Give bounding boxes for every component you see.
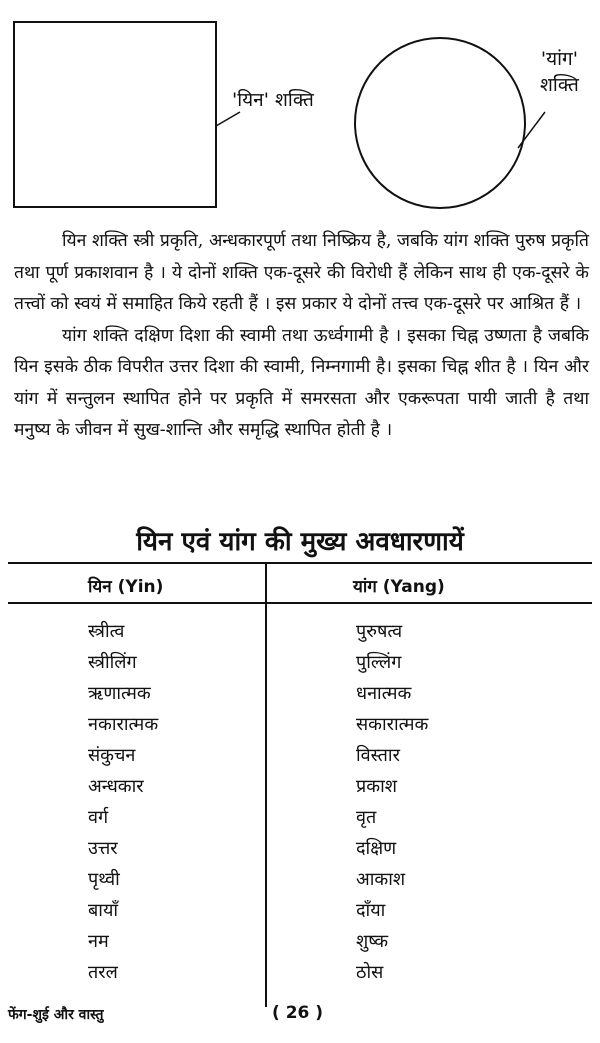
yang-column [356,616,428,988]
table-column-divider [265,562,267,1007]
yang-pointer-line [518,112,545,148]
footer-page-number: ( 26 ) [272,1003,324,1023]
paragraph-2: यांग शक्ति दक्षिण दिशा की स्वामी तथा ऊर्ध्वगामी है । इसका चिह्न उष्णता है जबकि यिन इसके ठीक विपरीत उत्तर दिशा की स्वामी, निम्नगामी है। इसका चिह्न शीत है । यिन और यांग में सन्तुलन स्थापित होने पर प्रकृति में समरसता और एकरूपता पायी जाती है तथा मनुष्य के जीवन में सुख-शान्ति और समृद्धि स्थापित होती है । [14,325,589,440]
yang-item: दाँया [356,900,386,921]
yang-label-line1: 'यांग' [540,48,578,70]
body-text [14,226,589,447]
table-top-rule [8,562,592,564]
yin-item: तरल [88,962,118,983]
yang-item: आकाश [356,869,406,890]
yang-circle-shape [355,38,525,208]
yang-item: पुरुषत्व [356,621,403,642]
yin-item: अन्धकार [88,776,144,797]
yin-column-header: यिन (Yin) [88,577,164,597]
yin-item: नम [88,931,109,952]
yang-item: प्रकाश [356,776,397,797]
yin-item: स्त्रीत्व [88,621,125,642]
yang-item: विस्तार [356,745,400,766]
yin-square-shape [14,22,216,207]
yin-yang-table [8,562,592,1007]
yin-yang-diagram [0,0,600,215]
yin-pointer-line [216,112,240,126]
table-header-rule [8,602,592,604]
yang-item: वृत [356,807,377,828]
yang-shakti-label [540,46,579,98]
yin-shakti-label: 'यिन' शक्ति [232,89,314,111]
yin-item: उत्तर [88,838,118,859]
yin-item: संकुचन [88,745,136,766]
paragraph-1: यिन शक्ति स्त्री प्रकृति, अन्धकारपूर्ण तथा निष्क्रिय है, जबकि यांग शक्ति पुरुष प्रकृति तथा पूर्ण प्रकाशवान है । ये दोनों शक्ति एक-दूसरे की विरोधी हैं लेकिन साथ ही एक-दूसरे के तत्त्वों को स्वयं में समाहित किये रहती हैं । इस प्रकार ये दोनों तत्त्व एक-दूसरे पर आश्रित हैं । [14,231,589,314]
yin-item: स्त्रीलिंग [88,652,137,673]
yin-item: पृथ्वी [88,869,120,890]
yin-column [88,616,158,988]
yin-item: बायाँ [88,900,119,921]
yang-item: शुष्क [356,931,389,952]
yang-item: धनात्मक [356,683,412,704]
yin-item: नकारात्मक [88,714,159,735]
yang-item: सकारात्मक [356,714,429,735]
yang-column-header: यांग (Yang) [353,577,445,597]
yang-item: दक्षिण [356,838,397,859]
section-title: यिन एवं यांग की मुख्य अवधारणायें [136,527,464,557]
footer-book-title: फेंग-शुई और वास्तु [8,1007,104,1023]
yang-item: ठोस [356,962,384,983]
yang-label-line2: शक्ति [540,74,579,96]
yang-item: पुल्लिंग [356,652,402,673]
yin-item: वर्ग [88,807,109,828]
yin-item: ऋणात्मक [88,683,151,704]
